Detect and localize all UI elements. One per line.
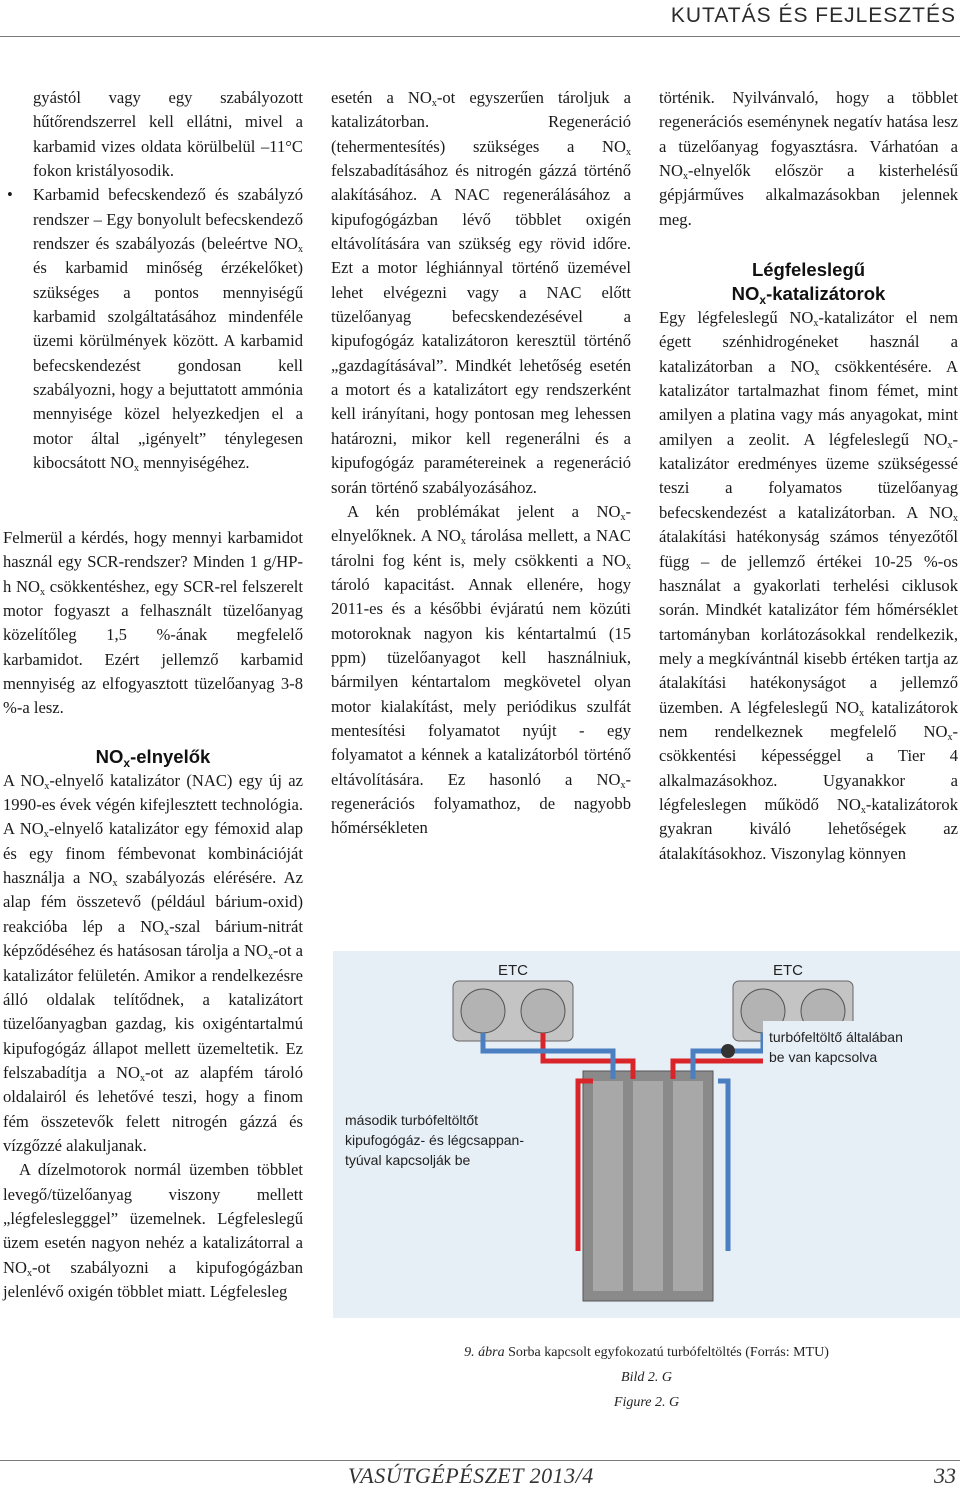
col1-para1: gyástól vagy egy szabályozott hűtőrendszerrel kell ellátni, mivel a karbamid vizes oldata körülbelül –11°C fokon kristályosodik. [33, 88, 303, 181]
column-1 [7, 86, 303, 476]
turbocharger-left [453, 981, 573, 1041]
annotation-left: második turbófeltöltőt kipufogógáz- és légcsappan- tyúval kapcsolják be [345, 1112, 525, 1168]
section-heading-nox-absorbers: $NO_x$-elnyelők [95, 745, 211, 770]
footer-divider [0, 1460, 960, 1461]
etc-label-right: ETC [773, 962, 803, 979]
cylinder-column [593, 1081, 623, 1291]
section-heading-lean-nox-catalysts: Légfeleslegű $NO_x$-katalizátorok [731, 259, 886, 308]
figure-caption [333, 1343, 960, 1363]
header-divider [0, 36, 960, 37]
caption-text: Sorba kapcsolt egyfokozatú turbófeltöltés (Forrás: MTU) [504, 1345, 829, 1360]
cylinder-column [633, 1081, 663, 1291]
col1-bullet-item: • Karbamid befecskendező és szabályzó rendszer – Egy bonyolult befecskendező rendszer és szabályozás (beleértve $NO_x$ és karbamid minőség érzékelőket) szükséges a pontos mennyiségű karbamid szolgáltatásához mindenféle üzemi körülmények között. A karbamid befecskendezést gondosan kell szabályozni, hogy a bejuttatott ammónia mennyisége közel helyezkedjen el a motor által „igényelt” ténylegesen kibocsátott $NO_x$ mennyiségéhez. [7, 185, 303, 475]
air-flap-icon [721, 1044, 735, 1058]
turbocharger-figure [333, 951, 960, 1318]
col1-para3: A $NO_x$-elnyelő katalizátor (NAC) egy új az 1990-es évek végén kifejlesztett technológia. A $NO_x$-elnyelő katalizátor egy fémoxid alap és egy finom fémbevonat kombinációját használja a $NO_x$ szabályozás elérésére. Az alap fém összetevő (például bárium-oxid) reakcióba lép a $NO_x$-szal bárium-nitrát képződéséhez és hatásosan tárolja a $NO_x-ot$ a katalizátor felületén. Amikor a rendelkezésre álló oldalak telítődnek, a katalizátort tüzelőanyagban gazdag, kis oxigéntartalmú kipufogógáz állapot mellett üzemeltetik. Ez felszabadítja a $NO_x-ot$ az alapfém tároló oldalairól és lehetővé teszi, hogy a finom fém összetevők felett nitrogén gázzá és vízgőzzé alakuljanak. [3, 770, 303, 1155]
column-2 [331, 86, 631, 841]
col2-para2: A kén problémákat jelent a $NO_x$-elnyelőknek. A $NO_x$ tárolása mellett, a NAC tárolni fog ként is, mely csökkenti a $NO_x$ tároló kapacitást. Annak ellenére, hogy 2011-es és a későbbi évjáratú nem közúti motoroknak nagyon kis kéntartalmú (15 ppm) tüzelőanyagot kell használniuk, bármilyen kéntartalom megkövetel olyan motor kialakítást, mely periódikus szulfát mentesítési folyamatot nyújt - egy folyamatot a kénnek a katalizátorból történő eltávolítására. Ez hasonló a $NO_x$-regenerációs folyamathoz, de nagyobb hőmérsékleten [331, 501, 631, 838]
col3-para1: történik. Nyilvánvaló, hogy a többlet regenerációs eseménynek negatív hatása lesz a tüzelőanyag fogyasztásra. Várhatóan a $NO_x$-elnyelők először a kisterhelésű gépjárműves alkalmazásokban jelennek meg. [659, 88, 958, 229]
compressor-left [461, 989, 505, 1033]
col3-para2: Egy légfeleslegű $NO_x$-katalizátor el nem égett szénhidrogéneket használ a katalizátorban a $NO_x$ csökkentésére. A katalizátor tartalmazhat finom fémet, mint amilyen a platina vagy más anyagokat, mint amilyen a zeolit. A légfeleslegű $NO_x$-katalizátor eredményes üzeme szükségessé teszi a folyamatos tüzelőanyag befecskendezést a katalizátorban. A $NO_x$ átalakítási hatékonyság számos tényezőtől függ – de jellemző értékei 10-25 %-os használat a gyakorlati terhelési ciklusok során. Mindkét katalizátor fém hőmérséklet tartományban korlátozásokkal rendelkezik, mely a megkívántnál kisebb értéken tartja az átalakítási hatékonyságot a jellemző üzemben. A légfeleslegű $NO_x$ katalizátorok nem rendelkeznek megfelelő $NO_x$-csökkentési képességgel a Tier 4 alkalmazásokhoz. Ugyanakkor a légfeleslegen működő $NO_x$-katalizátorok gyakran kiváló lehetőségek az átalakításokhoz. Viszonylag könnyen [659, 308, 959, 863]
figure-caption-de: Bild 2. G [621, 1370, 672, 1385]
column-3 [659, 86, 958, 866]
cylinder-column [673, 1081, 703, 1291]
cylinder-rows [593, 1081, 703, 1291]
column-1-lower [3, 526, 303, 1304]
turbine-left [521, 989, 565, 1033]
footer-magazine: VASÚTGÉPÉSZET 2013/4 [348, 1463, 594, 1488]
figure-caption-en: Figure 2. G [613, 1395, 680, 1410]
annotation-right: turbófeltöltő általában be van kapcsolva [769, 1029, 903, 1065]
col1-para2: Felmerül a kérdés, hogy mennyi karbamidot használ egy SCR-rendszer? Minden 1 g/HP-h $NO_x$ csökkentéshez, egy SCR-rel felszerelt motor fogyaszt a felhasznált tüzelőanyag közelítőleg 1,5 %-ának megfelelő karbamidot. Ezért jellemző karbamid mennyiség az elfogyasztott tüzelőanyag 3-8 %-a lesz. [3, 528, 303, 718]
col1-para4: A dízelmotorok normál üzemben többlet levegő/tüzelőanyag viszony mellett „légfeleslegggel” üzemelnek. Légfeleslegű üzem esetén nagyon nehéz a katalizátorral a $NO_x-ot$ szabályozni a kipufogógázban jelenlévő oxigén többlet miatt. Légfelesleg [3, 1160, 303, 1301]
section-header: KUTATÁS ÉS FEJLESZTÉS [670, 4, 956, 27]
turbocharger-diagram [333, 951, 960, 1318]
page-number: 33 [934, 1463, 956, 1488]
col2-para1: esetén a $NO_x-ot$ egyszerűen tároljuk a katalizátorban. Regeneráció (tehermentesítés) szükséges a $NO_x$ felszabadításához és nitrogén gázzá történő alakításához. A NAC regenerálásához a kipufogógázban lévő többlet oxigén eltávolítására van szükség egy rövid időre. Ezt a motor léghiánnyal történő üzemével lehet elvégezni vagy a NAC előtt tüzelőanyag befecskendezésével a kipufogógáz katalizátoron keresztül történő „gazdagításával”. Mindkét lehetőség esetén a motort és a katalizátort egy rendszerként kell irányítani, hogy pontosan meg lehessen határozni, mikor kell regenerálni és a kipufogógáz paramétereinek a regeneráció során történő szabályozásához. [331, 88, 631, 497]
caption-number: 9. ábra [464, 1345, 505, 1360]
etc-label-left: ETC [498, 962, 528, 979]
